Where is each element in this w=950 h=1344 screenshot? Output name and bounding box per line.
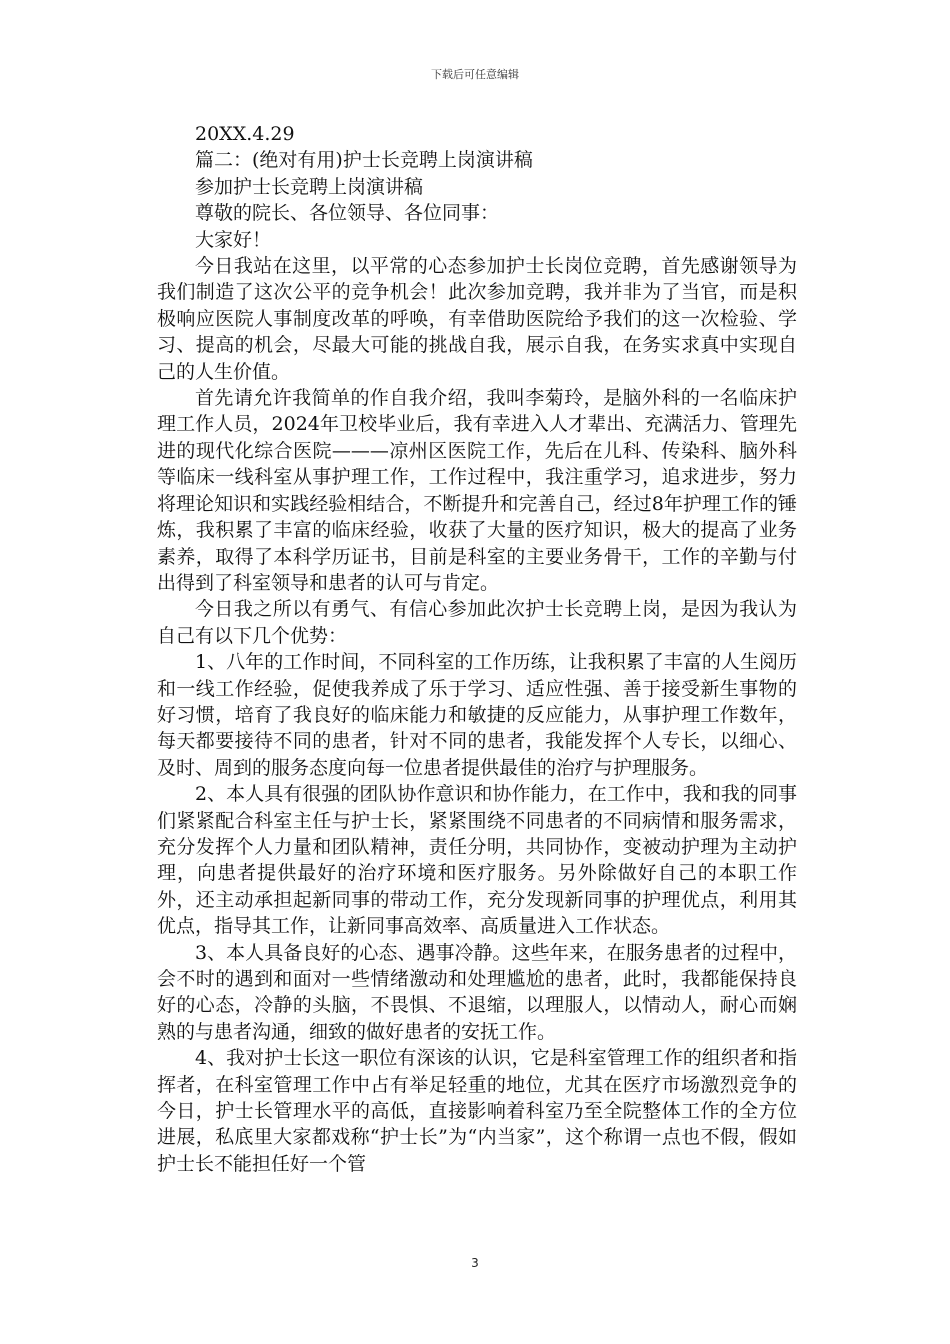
- paragraph-advantage-4: 4、我对护士长这一职位有深该的认识，它是科室管理工作的组织者和指挥者，在科室管理工作中占有举足轻重的地位，尤其在医疗市场激烈竞争的今日，护士长管理水平的高低，直接影响着科室乃至全院整体工作的全方位进展，私底里大家都戏称“护士长”为“内当家”，这个称谓一点也不假，假如护士长不能担任好一个管: [157, 1047, 797, 1175]
- paragraph-advantage-1: 1、八年的工作时间，不同科室的工作历练，让我积累了丰富的人生阅历和一线工作经验，促使我养成了乐于学习、适应性强、善于接受新生事物的好习惯，培育了我良好的临床能力和敏捷的反应能力，从事护理工作数年，每天都要接待不同的患者，针对不同的患者，我能发挥个人专长，以细心、及时、周到的服务态度向每一位患者提供最佳的治疗与护理服务。: [157, 651, 797, 779]
- paragraph-advantage-3: 3、本人具备良好的心态、遇事冷静。这些年来，在服务患者的过程中，会不时的遇到和面对一些情绪激动和处理尴尬的患者，此时，我都能保持良好的心态，冷静的头脑，不畏惧、不退缩，以理服人，以情动人，耐心而娴熟的与患者沟通，细致的做好患者的安抚工作。: [157, 941, 797, 1043]
- speech-title: 参加护士长竞聘上岗演讲稿: [195, 175, 424, 198]
- document-date: 20XX.4.29: [195, 123, 295, 145]
- page-header: 下载后可任意编辑: [431, 68, 519, 81]
- paragraph-advantage-2: 2、本人具有很强的团队协作意识和协作能力，在工作中，我和我的同事们紧紧配合科室主任与护士长，紧紧围绕不同患者的不同病情和服务需求，充分发挥个人力量和团队精神，责任分明，共同协作，变被动护理为主动护理，向患者提供最好的治疗环境和医疗服务。另外除做好自己的本职工作外，还主动承担起新同事的带动工作，充分发现新同事的护理优点，利用其优点，指导其工作，让新同事高效率、高质量进入工作状态。: [157, 783, 797, 938]
- paragraph-self-introduction: 首先请允许我简单的作自我介绍，我叫李菊玲，是脑外科的一名临床护理工作人员，2024年卫校毕业后，我有幸进入人才辈出、充满活力、管理先进的现代化综合医院———凉州区医院工作，先后在儿科、传染科、脑外科等临床一线科室从事护理工作，工作过程中，我注重学习，追求进步，努力将理论知识和实践经验相结合，不断提升和完善自己，经过8年护理工作的锤炼，我积累了丰富的临床经验，收获了大量的医疗知识，极大的提高了业务素养，取得了本科学历证书，目前是科室的主要业务骨干，工作的辛勤与付出得到了科室领导和患者的认可与肯定。: [157, 387, 797, 594]
- section-title: 篇二：(绝对有用)护士长竞聘上岗演讲稿: [195, 149, 533, 172]
- page-number: 3: [471, 1256, 479, 1270]
- document-body: [157, 121, 797, 1177]
- paragraph-opening: 今日我站在这里，以平常的心态参加护士长岗位竞聘，首先感谢领导为我们制造了这次公平的竞争机会！此次参加竞聘，我并非为了当官，而是积极响应医院人事制度改革的呼唤，有幸借助医院给予我们的这一次检验、学习、提高的机会，尽最大可能的挑战自我，展示自我，在务实求真中实现自己的人生价值。: [157, 255, 797, 383]
- salutation: 尊敬的院长、各位领导、各位同事：: [195, 202, 500, 225]
- paragraph-advantages-intro: 今日我之所以有勇气、有信心参加此次护士长竞聘上岗，是因为我认为自己有以下几个优势：: [157, 598, 797, 647]
- greeting: 大家好！: [195, 228, 272, 251]
